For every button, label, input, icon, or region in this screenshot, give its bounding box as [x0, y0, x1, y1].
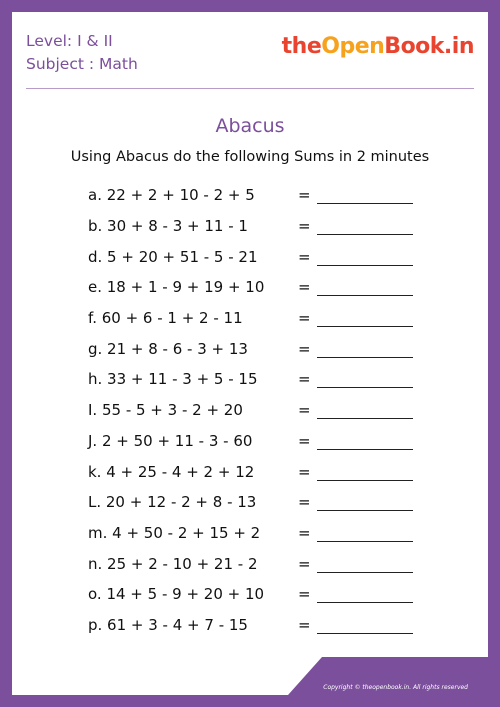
subject-label: Subject : Math: [26, 55, 138, 73]
equals-sign: =: [298, 585, 311, 604]
answer-blank[interactable]: [317, 376, 413, 388]
answer-blank[interactable]: [317, 223, 413, 235]
answer-blank[interactable]: [317, 315, 413, 327]
answer-blank[interactable]: [317, 561, 413, 573]
sum-expression: L. 20 + 12 - 2 + 8 - 13: [88, 493, 257, 512]
sum-expression: g. 21 + 8 - 6 - 3 + 13: [88, 339, 248, 358]
equals-sign: =: [298, 523, 311, 542]
sum-row: [88, 395, 413, 426]
sum-row: [88, 518, 413, 549]
sum-row: [88, 579, 413, 610]
equals-sign: =: [298, 431, 311, 450]
brand-logo: [282, 34, 474, 59]
instruction-text: Using Abacus do the following Sums in 2 minutes: [70, 149, 430, 165]
equals-sign: =: [298, 401, 311, 420]
equals-sign: =: [298, 278, 311, 297]
sum-expression: f. 60 + 6 - 1 + 2 - 11: [88, 309, 243, 328]
sum-expression: h. 33 + 11 - 3 + 5 - 15: [88, 370, 258, 389]
sum-expression: J. 2 + 50 + 11 - 3 - 60: [88, 431, 253, 450]
worksheet-page: [12, 12, 488, 695]
sum-row: [88, 272, 413, 303]
page-title: Abacus: [215, 115, 285, 137]
equals-sign: =: [298, 247, 311, 266]
equals-sign: =: [298, 370, 311, 389]
brand-logo-the: the: [281, 34, 322, 59]
sum-expression: n. 25 + 2 - 10 + 21 - 2: [88, 554, 258, 573]
brand-logo-book: Book.in: [384, 34, 474, 59]
sum-row: [88, 548, 413, 579]
sum-row: [88, 487, 413, 518]
equals-sign: =: [298, 186, 311, 205]
answer-blank[interactable]: [317, 530, 413, 542]
equals-sign: =: [298, 493, 311, 512]
header-divider: [26, 88, 474, 89]
sum-expression: b. 30 + 8 - 3 + 11 - 1: [88, 217, 248, 236]
sums-list: [88, 180, 413, 640]
sum-expression: a. 22 + 2 + 10 - 2 + 5: [88, 186, 255, 205]
sum-row: [88, 241, 413, 272]
sum-row: [88, 426, 413, 457]
sum-expression: k. 4 + 25 - 4 + 2 + 12: [88, 462, 255, 481]
copyright-text: Copyright © theopenbook.in. All rights reserved: [323, 684, 468, 691]
answer-blank[interactable]: [317, 284, 413, 296]
answer-blank[interactable]: [317, 192, 413, 204]
equals-sign: =: [298, 309, 311, 328]
answer-blank[interactable]: [317, 469, 413, 481]
brand-logo-open: Open: [321, 34, 385, 59]
level-label: Level: I & II: [26, 32, 113, 50]
sum-expression: I. 55 - 5 + 3 - 2 + 20: [88, 401, 243, 420]
sum-expression: p. 61 + 3 - 4 + 7 - 15: [88, 615, 248, 634]
answer-blank[interactable]: [317, 591, 413, 603]
sum-row: [88, 610, 413, 641]
sum-expression: o. 14 + 5 - 9 + 20 + 10: [88, 585, 265, 604]
sum-expression: d. 5 + 20 + 51 - 5 - 21: [88, 247, 258, 266]
equals-sign: =: [298, 339, 311, 358]
sum-row: [88, 364, 413, 395]
sum-expression: e. 18 + 1 - 9 + 19 + 10: [88, 278, 265, 297]
sum-row: [88, 211, 413, 242]
answer-blank[interactable]: [317, 499, 413, 511]
answer-blank[interactable]: [317, 254, 413, 266]
sum-row: [88, 333, 413, 364]
equals-sign: =: [298, 217, 311, 236]
answer-blank[interactable]: [317, 346, 413, 358]
answer-blank[interactable]: [317, 407, 413, 419]
sum-row: [88, 180, 413, 211]
sum-row: [88, 303, 413, 334]
answer-blank[interactable]: [317, 622, 413, 634]
equals-sign: =: [298, 554, 311, 573]
equals-sign: =: [298, 462, 311, 481]
sum-row: [88, 456, 413, 487]
sum-expression: m. 4 + 50 - 2 + 15 + 2: [88, 523, 261, 542]
worksheet-meta: [26, 30, 138, 76]
equals-sign: =: [298, 615, 311, 634]
answer-blank[interactable]: [317, 438, 413, 450]
